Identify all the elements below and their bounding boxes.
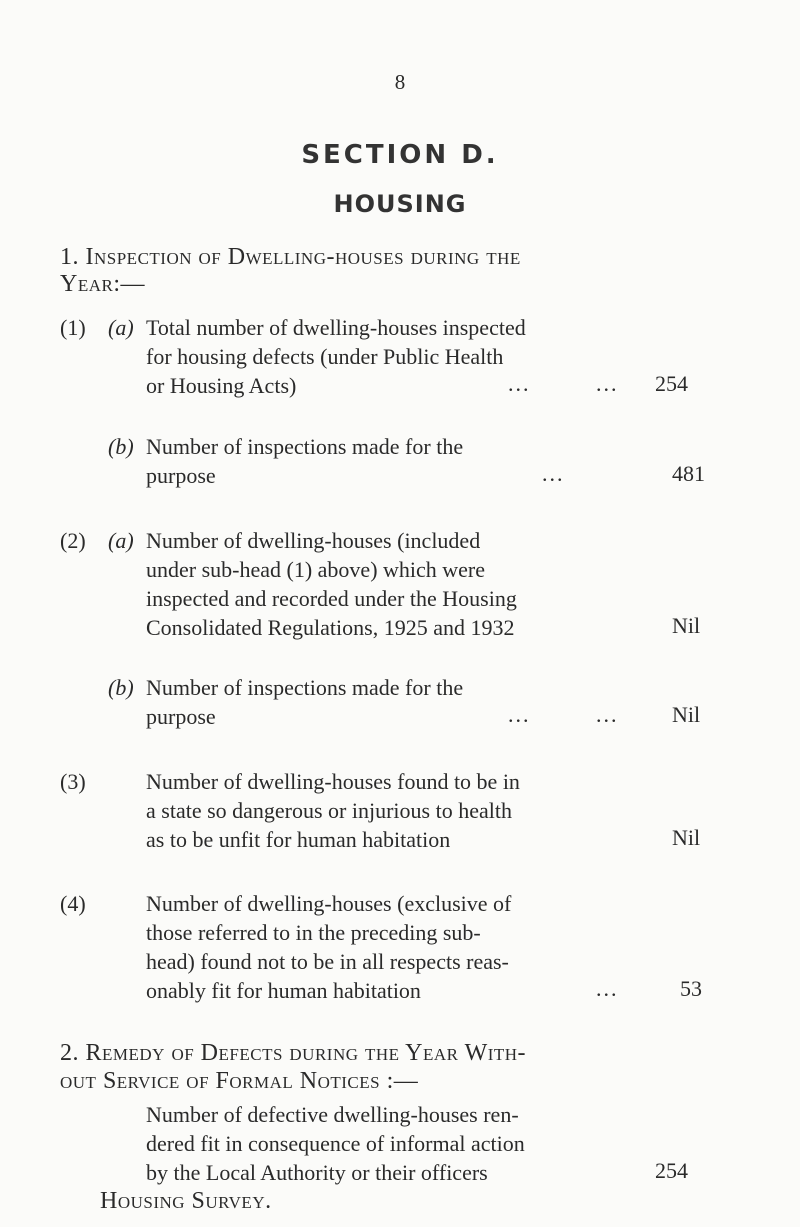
part1-title-line2: Year:— <box>60 271 145 297</box>
item-4-line3: head) found not to be in all respects reas- <box>146 949 509 974</box>
item-4-line2: those referred to in the preceding sub- <box>146 920 481 945</box>
item-2a-line2: under sub-head (1) above) which were <box>146 557 486 582</box>
item-2b-value: Nil <box>672 702 701 727</box>
item-1a-value: 254 <box>655 371 688 396</box>
item-3-line3: as to be unfit for human habitation <box>146 827 451 852</box>
item-2b-sub: (b) <box>108 675 134 700</box>
item-2b-leader-2: ... <box>596 702 619 727</box>
part2-title-line1: 2. Remedy of Defects during the Year With- <box>60 1040 527 1066</box>
item-1b-line1: Number of inspections made for the <box>146 434 464 459</box>
item-1b-sub: (b) <box>108 434 134 459</box>
part2-line2: dered fit in consequence of informal action <box>146 1131 525 1156</box>
item-1a-line1: Total number of dwelling-houses inspected <box>146 315 526 340</box>
item-1-label: (1) <box>60 315 86 340</box>
section-title: SECTION D. <box>301 140 499 170</box>
item-1a-leader-1: ... <box>508 371 531 396</box>
part2-line1: Number of defective dwelling-houses ren- <box>146 1102 519 1127</box>
item-2-label: (2) <box>60 528 86 553</box>
item-3-line1: Number of dwelling-houses found to be in <box>146 769 520 794</box>
item-1b-line2: purpose <box>146 463 216 488</box>
item-2a-value: Nil <box>672 613 701 638</box>
item-4-value: 53 <box>680 976 702 1001</box>
item-3-line2: a state so dangerous or injurious to health <box>146 798 512 823</box>
item-3-value: Nil <box>672 825 701 850</box>
item-3-label: (3) <box>60 769 86 794</box>
part1-title-line1: 1. Inspection of Dwelling-houses during the <box>60 244 521 270</box>
part2-title-line2: out Service of Formal Notices :— <box>60 1068 419 1094</box>
part2-line3: by the Local Authority or their officers <box>146 1160 488 1185</box>
item-2b-line2: purpose <box>146 704 216 729</box>
item-2b-line1: Number of inspections made for the <box>146 675 464 700</box>
page-heading: HOUSING <box>333 190 467 218</box>
item-4-line4: onably fit for human habitation <box>146 978 421 1003</box>
item-1a-line3: or Housing Acts) <box>146 373 297 398</box>
item-2a-line3: inspected and recorded under the Housing <box>146 586 517 611</box>
item-1b-leader: ... <box>542 461 565 486</box>
item-2a-line1: Number of dwelling-houses (included <box>146 528 481 553</box>
item-4-label: (4) <box>60 891 86 916</box>
page-number: 8 <box>394 70 406 94</box>
item-2a-line4: Consolidated Regulations, 1925 and 1932 <box>146 615 515 640</box>
part2-value: 254 <box>655 1158 688 1183</box>
item-1a-line2: for housing defects (under Public Health <box>146 344 504 369</box>
survey-title: Housing Survey. <box>100 1188 272 1214</box>
item-1a-sub: (a) <box>108 315 134 340</box>
item-1a-leader-2: ... <box>596 371 619 396</box>
item-4-leader: ... <box>596 976 619 1001</box>
item-4-line1: Number of dwelling-houses (exclusive of <box>146 891 512 916</box>
item-2b-leader-1: ... <box>508 702 531 727</box>
item-2a-sub: (a) <box>108 528 134 553</box>
item-1b-value: 481 <box>672 461 705 486</box>
